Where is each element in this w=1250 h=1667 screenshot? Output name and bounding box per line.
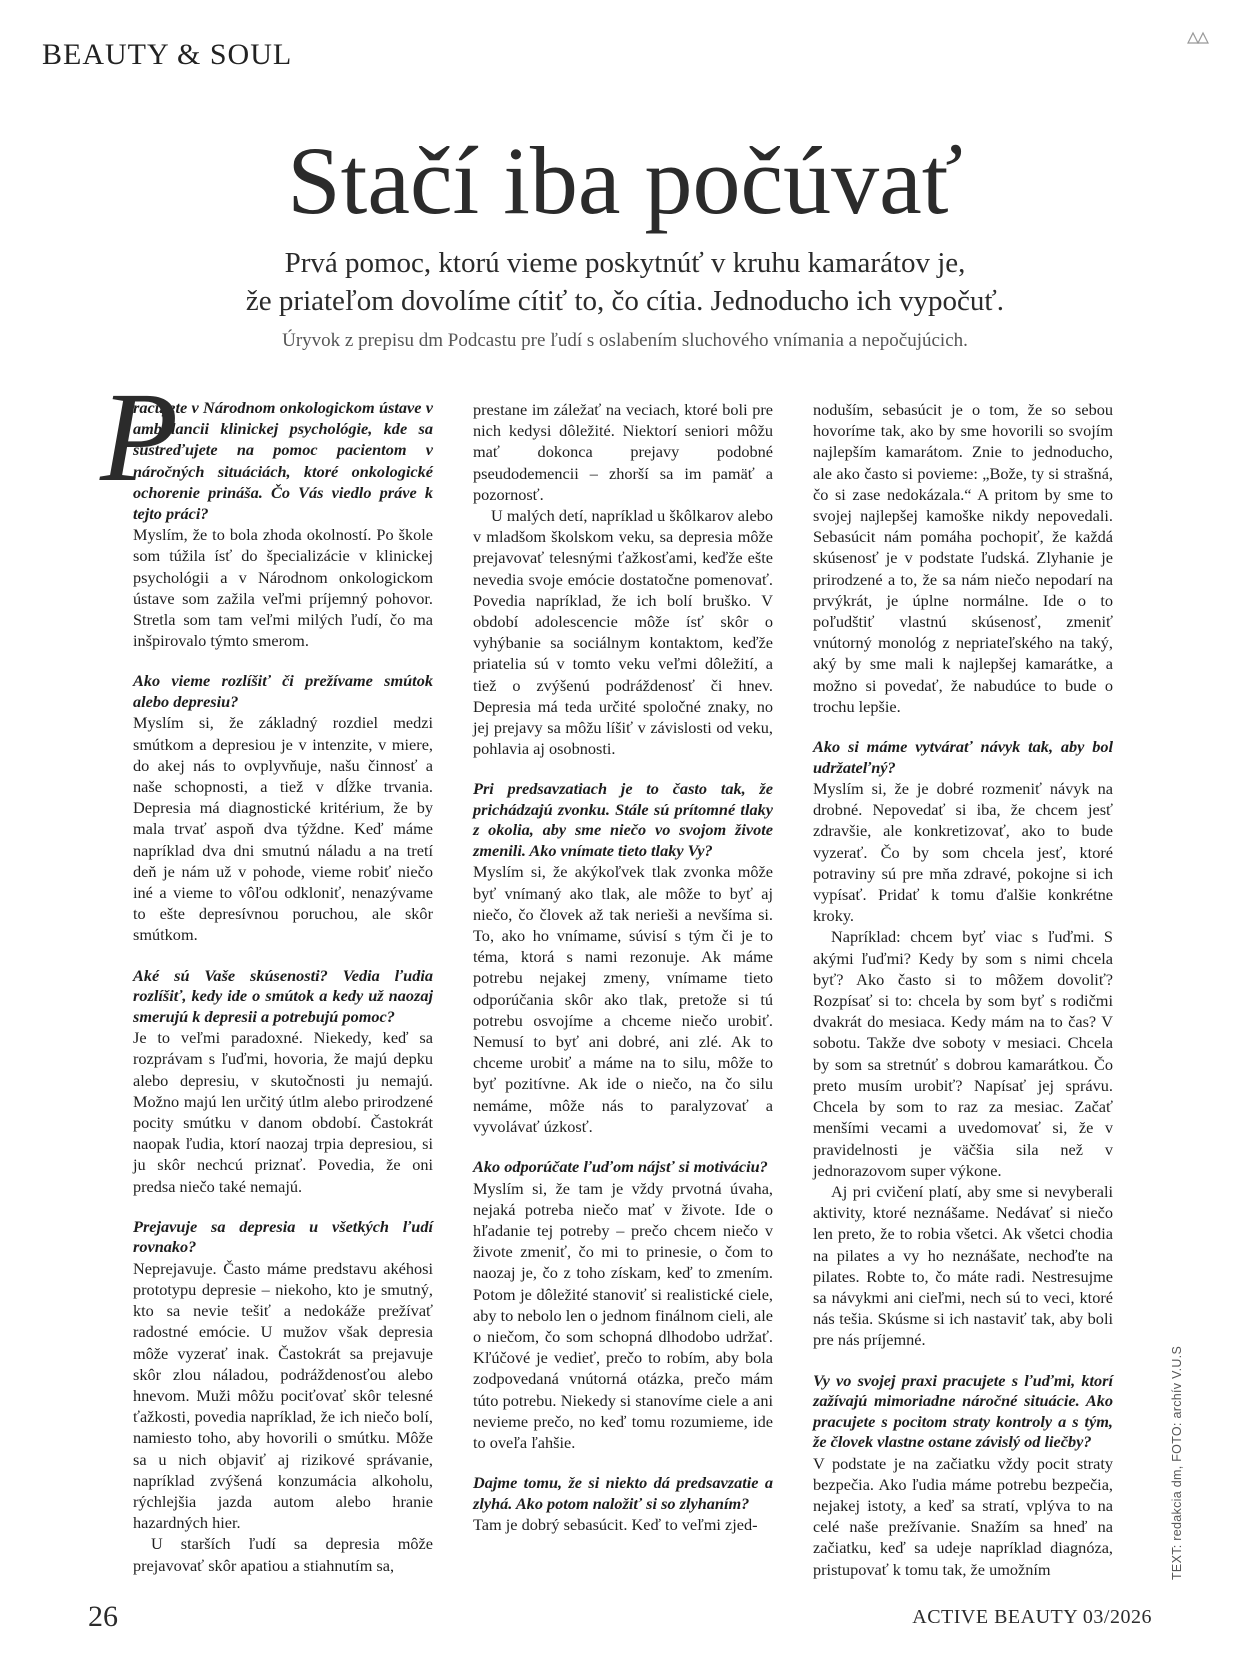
column-2-body — [473, 399, 773, 1535]
article-title: Stačí iba počúvať — [287, 127, 963, 234]
magazine-issue: ACTIVE BEAUTY 03/2026 — [912, 1606, 1152, 1628]
answer-paragraph: Aj pri cvičení platí, aby sme si nevyberali aktivity, ktoré neznášame. Nedávať si niečo len preto, že to robia všetci. Ak všetci chodia na pilates a vy ho neznášate, nechoďte na pilates. Robte to, čo máte radi. Nestresujme sa návykmi ani cieľmi, nech sú to veci, ktoré nás tešia. Skúsme si ich nastaviť tak, aby boli pre nás príjemné. — [813, 1181, 1113, 1350]
photo-credit: TEXT: redakcia dm, FOTO: archív V.U.S — [1170, 1345, 1184, 1580]
answer-paragraph: U starších ľudí sa depresia môže prejavovať skôr apatiou a stiahnutím sa, — [133, 1534, 433, 1575]
answer-paragraph: Napríklad: chcem byť viac s ľuďmi. S akými ľuďmi? Kedy by som s nimi chcela byť? Ako často si to môžem dovoliť? Rozpísať si to: chcela by som byť s rodičmi dvakrát do mesiaca. Kedy mám na to čas? V sobotu. Takže dve soboty v mesiaci. Chcela by som sa stretnúť s dobrou kamarátkou. Čo preto musím urobiť? Napísať jej správu. Chcela by som to raz za mesiac. Začať menšími vecami a uvedomovať si, že v pravidelnosti je väčšia sila než v jednorazovom super výkone. — [813, 927, 1113, 1180]
text-column-3 — [813, 399, 1113, 1580]
interview-question: Ako odporúčate ľuďom nájsť si motiváciu? — [473, 1157, 768, 1177]
section-label: BEAUTY & SOUL — [42, 38, 293, 71]
corner-mark-icon — [1186, 30, 1210, 46]
answer-paragraph: Myslím si, že akýkoľvek tlak zvonka môže byť vnímaný ako tlak, ale môže to byť aj niečo, čo človek až tak nerieši a nevšíma si. To, ako ho vnímame, súvisí s tým či je to téma, ktorá s nami rezonuje. Ak máme potrebu nejakej zmeny, vnímame tieto odporúčania skôr ako tlak, pretože si tú potrebu osvojíme a chceme niečo urobiť. Nemusí to byť ani dobré, ani zlé. Ak to chceme urobiť a máme na to silu, môže to byť pozitívne. Ak ide o niečo, na čo silu nemáme, môže nás to paralyzovať a vyvolávať úzkosť. — [473, 862, 773, 1136]
lead-line-2: že priateľom dovolíme cítiť to, čo cítia. Jednoducho ich vypočuť. — [245, 285, 1005, 317]
page-number: 26 — [88, 1600, 118, 1633]
answer-paragraph: Myslím, že to bola zhoda okolností. Po škole som túžila ísť do špecializácie v klinickej psychológii a v Národnom onkologickom ústave som zažila veľmi príjemný pohovor. Stretla som tam veľmi milých ľudí, čo ma inšpirovalo týmto smerom. — [133, 525, 433, 651]
article-excerpt: Úryvok z prepisu dm Podcastu pre ľudí s oslabením sluchového vnímania a nepočujúcich. — [282, 330, 968, 351]
interview-question: Dajme tomu, že si niekto dá predsavzatie a zlyhá. Ako potom naložiť si so zlyhaním? — [473, 1473, 773, 1513]
interview-question: Aké sú Vaše skúsenosti? Vedia ľudia rozlíšiť, kedy ide o smútok a kedy už naozaj smerujú k depresii a potrebujú pomoc? — [133, 965, 433, 1026]
answer-paragraph: Myslím si, že tam je vždy prvotná úvaha, nejaká potreba niečo mať v živote. Ide o hľadanie tej potreby – prečo chcem niečo v živote zmeniť, čo mi to prinesie, o čom to naozaj je, čo z toho získam, keď to zmením. Potom je dôležité stanoviť si realistické ciele, aby to nebolo len o jednom finálnom cieli, ale o niečom, čo som schopná dlhodobo udržať. Kľúčové je vedieť, prečo to robím, aby bola zodpovedaná vnútorná otázka, prečo mám túto potrebu. Niekedy si stanovíme ciele a ani nevieme prečo, no keď tomu rozumieme, ide to oveľa ľahšie. — [473, 1178, 773, 1453]
article-lead — [150, 244, 1100, 320]
drop-cap: P — [100, 366, 179, 508]
answer-paragraph: V podstate je na začiatku vždy pocit straty bezpečia. Ako ľudia máme potrebu bezpečia, nejakej istoty, a keď sa stratí, vplýva to na celé naše prežívanie. Snažím sa hneď na začiatku, keď sa udeje napríklad diagnóza, pristupovať k tomu tak, že umožním — [813, 1453, 1113, 1579]
answer-paragraph: Neprejavuje. Často máme predstavu akéhosi prototypu depresie – niekoho, kto je smutný, kto sa nevie tešiť a nedokáže prežívať radostné emócie. U mužov však depresia môže vyzerať inak. Častokrát sa prejavuje skôr zlou náladou, podráždenosťou alebo hnevom. Muži môžu pociťovať skôr telesné ťažkosti, povedia napríklad, že ich niečo bolí, namiesto toho, aby hovorili o smútku. Môže sa u nich objaviť aj rizikové správanie, napríklad zvýšená konzumácia alkoholu, rýchlejšia jazda autom alebo hranie hazardných hier. — [133, 1258, 433, 1533]
answer-paragraph: Tam je dobrý sebasúcit. Keď to veľmi zjed- — [473, 1515, 758, 1535]
interview-question: Vy vo svojej praxi pracujete s ľuďmi, ktorí zažívajú mimoriadne náročné situácie. Ako pracujete s pocitom straty kontroly a s tým, že človek vlastne ostane závislý od liečby? — [813, 1370, 1113, 1452]
interview-question: Prejavuje sa depresia u všetkých ľudí rovnako? — [133, 1216, 433, 1257]
answer-paragraph: U malých detí, napríklad u škôlkarov alebo v mladšom školskom veku, sa depresia môže prejavovať telesnými ťažkosťami, keďže ešte nevedia svoje emócie dostatočne pomenovať. Povedia napríklad, že ich bolí bruško. V období adolescencie môže ísť skôr o vyhýbanie sa sociálnym kontaktom, keďže priatelia sú v tomto veku veľmi dôležití, a tiež o zvýšenú podráždenosť či hnev. Depresia má teda určité spoločné znaky, no jej prejavy sa môžu líšiť v závislosti od veku, pohlavia aj osobnosti. — [473, 506, 773, 759]
interview-question: Ako vieme rozlíšiť či prežívame smútok alebo depresiu? — [133, 671, 433, 711]
intro-block — [100, 366, 433, 524]
answer-paragraph: Myslím si, že základný rozdiel medzi smútkom a depresiou je v intenzite, v miere, do akej nás to ovplyvňuje, našu činnosť a naše schopnosti, a tiež v dĺžke trvania. Depresia má diagnostické kritérium, že by mala trvať aspoň dva týždne. Keď máme napríklad dva dni smutnú náladu a na tretí deň je nám už v pohode, vieme robiť niečo iné a vieme to vôľou odkloniť, nenazývame to ešte depresívnou poruchou, ale skôr smútkom. — [133, 713, 433, 945]
interview-question: Pri predsavzatiach je to často tak, že prichádzajú zvonku. Stále sú prítomné tlaky z okolia, aby sme niečo vo svojom živote zmenili. Ako vnímate tieto tlaky Vy? — [473, 779, 773, 860]
answer-paragraph: Je to veľmi paradoxné. Niekedy, keď sa rozprávam s ľuďmi, hovoria, že majú depku alebo depresiu, v skutočnosti ju nemajú. Možno majú len určitý útlm alebo prirodzené pocity smútku v danom období. Častokrát naopak ľudia, ktorí naozaj trpia depresiou, si ju skôr nechcú priznať. Povedia, že oni predsa niečo také nemajú. — [133, 1028, 433, 1196]
column-1-body — [133, 524, 433, 1576]
answer-paragraph: prestane im záležať na veciach, ktoré boli pre nich kedysi dôležité. Niektorí seniori môžu mať dokonca prejavy podobné pseudodemencii – zhorší sa im pamäť a pozornosť. — [473, 400, 773, 504]
lead-line-1: Prvá pomoc, ktorú vieme poskytnúť v kruhu kamarátov je, — [284, 247, 966, 279]
intro-question: racujete v Národnom onkologickom ústave v ambulancii klinickej psychológie, kde sa sústreďujete na pomoc pacientom v náročných situáciách, ktoré onkologické ochorenie prináša. Čo Vás viedlo práve k tejto práci? — [133, 398, 433, 524]
interview-question: Ako si máme vytvárať návyk tak, aby bol udržateľný? — [813, 737, 1113, 777]
text-column-2 — [473, 399, 773, 1535]
answer-paragraph: noduším, sebasúcit je o tom, že so sebou hovoríme tak, ako by sme hovorili so svojím najlepším kamarátom. Znie to jednoducho, ale ako často si povieme: „Bože, ty si strašná, čo si zase nedokázala.“ A pritom by sme to svojej najlepšej kamoške nikdy nepovedali. Sebasúcit nám pomáha pochopiť, že každá skúsenosť je v podstate ľudská. Zlyhanie je prirodzené a to, že sa nám niečo nepodarí na prvýkrát, je úplne normálne. Ide o to poľudštiť vlastnú skúsenosť, zmeniť vnútorný monológ z nepriateľského na taký, aký by sme mali k najlepšej kamarátke, a možno si povedať, že nabudúce to bude o trochu lepšie. — [813, 400, 1113, 716]
answer-paragraph: Myslím si, že je dobré rozmeniť návyk na drobné. Nepovedať si iba, že chcem jesť zdravšie, ale konkretizovať, ako to bude vyzerať. Čo by som chcela jesť, ktoré potraviny sú pre mňa zdravé, pokojne si ich vypísať. Pridať k tomu ďalšie konkrétne kroky. — [813, 779, 1113, 926]
text-column-1 — [100, 366, 433, 1576]
column-3-body — [813, 399, 1113, 1580]
